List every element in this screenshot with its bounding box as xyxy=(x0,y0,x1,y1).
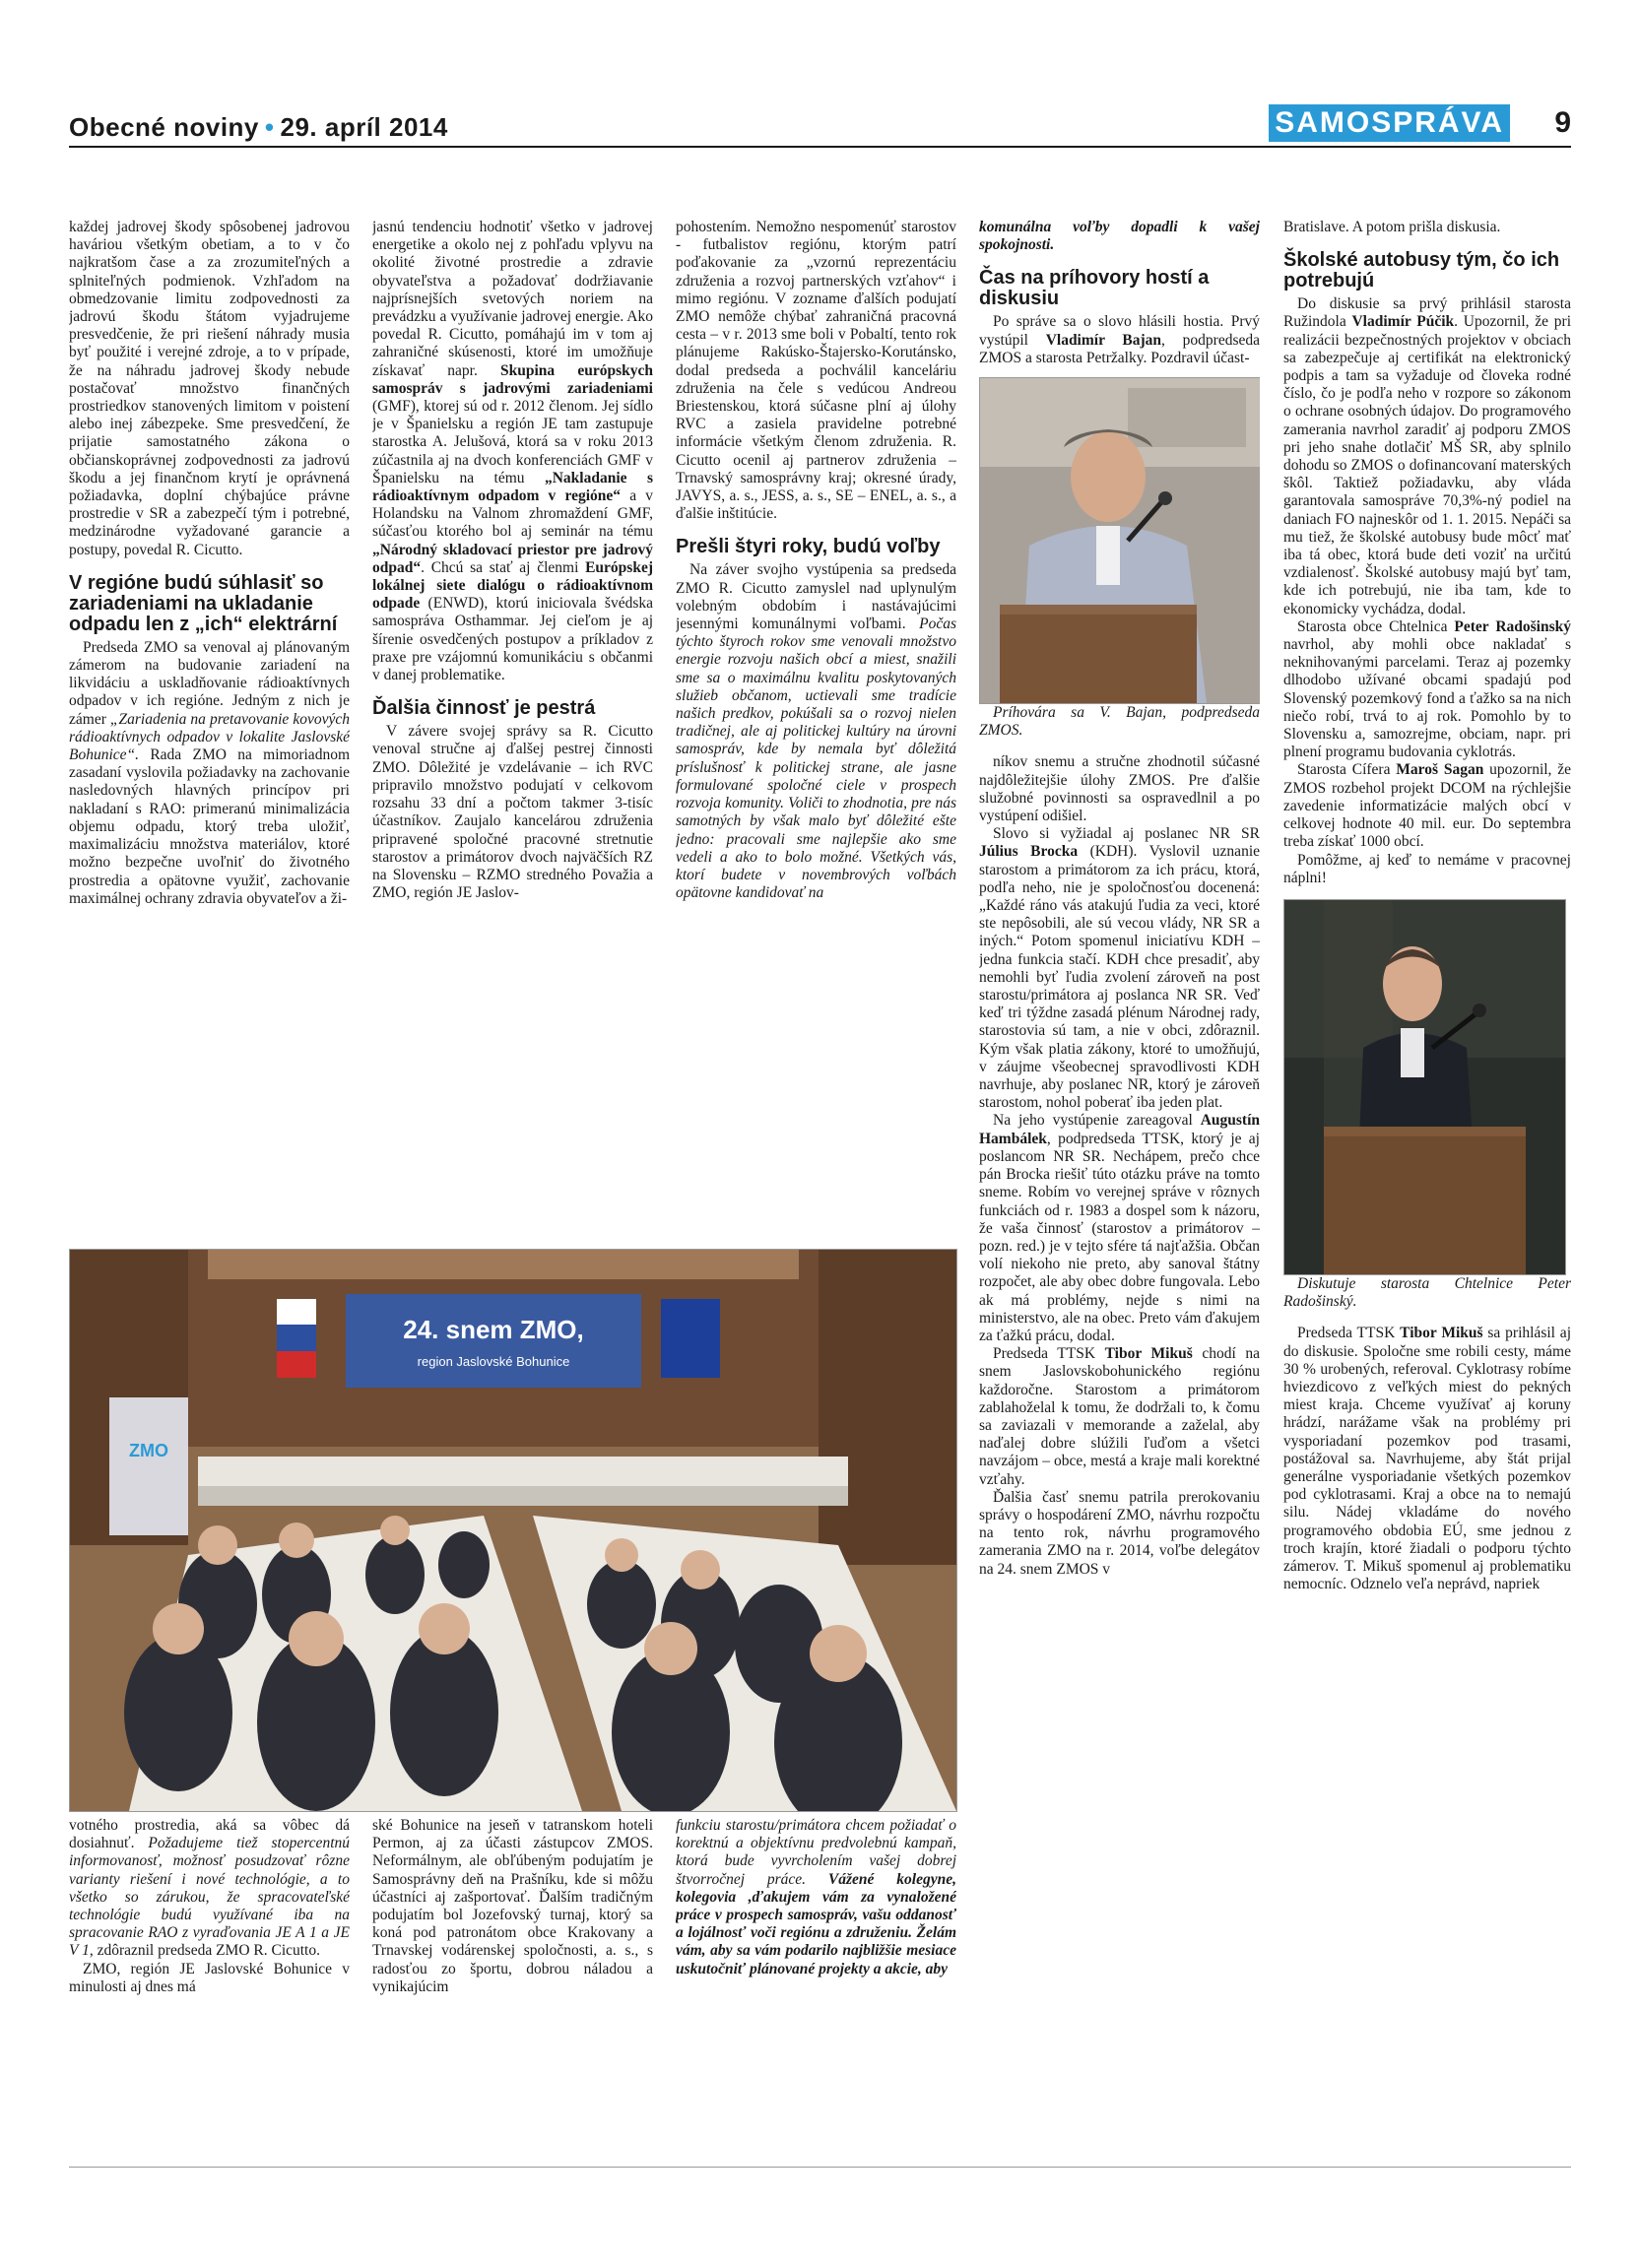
paragraph: Na jeho vystúpenie zareagoval Augustín Hambálek, podpredseda TTSK, ktorý je aj poslancom NR SR. Nechápem, prečo chce pán Brocka riešiť túto otázku práve na tomto sneme. Robím vo verejnej správe v rôznych funkciách od r. 1983 a dospel som k názoru, že vaša činnosť (starostov a primátorov – pozn. red.) je v tejto sfére tá najťažšia. Občan volí niekoho nie preto, aby sanoval štátny rozpočet, ale aby obec dobre fungovala. Lebo ak má problémy, nejde s nimi na ministerstvo, ale na obec. Preto vám ďakujem za ťažkú prácu, dodal. xyxy=(979,1112,1260,1344)
paragraph: níkov snemu a stručne zhodnotil súčasné najdôležitejšie úlohy ZMOS. Pre ďalšie služobné povinnosti sa ospravedlnil a po vystúpení odišiel. xyxy=(979,753,1260,825)
column-4 xyxy=(979,219,1260,2154)
photo-caption: Príhovára sa V. Bajan, podpredseda ZMOS. xyxy=(979,704,1260,740)
publication-name: Obecné noviny xyxy=(69,112,259,142)
banner-title: 24. snem ZMO, xyxy=(403,1315,584,1344)
separator: • xyxy=(264,112,275,142)
photo-radosinsky xyxy=(1283,899,1566,1275)
paragraph: pohostením. Nemožno nespomenúť starostov - futbalistov regiónu, ktorým patrí poďakovanie za „vzornú reprezentáciu združenia a rozvoj partnerských vzťahov“ i mimo regiónu. V zozname ďalších podujatí ZMO nemôže chýbať zahraničná pracovná cesta – v r. 2013 sme boli v Pobaltí, tento rok plánujeme Rakúsko-Štajersko-Korutánsko, dodal predseda a pochválil kanceláriu združenia na čele s vedúcou Andreou Briestenskou, ktorá súčasne plní aj úlohy RVC a zasiela pravidelne potrebné informácie všetkým členom združenia. R. Cicutto ocenil aj partnerov združenia – Trnavský samosprávny kraj; okresné úrady, JAVYS, a. s., JESS, a. s., SE – ENEL, a. s., a ďalšie inštitúcie. xyxy=(676,219,956,523)
paragraph: Predseda TTSK Tibor Mikuš chodí na snem Jaslovskobohunického regiónu každoročne. Starostom a primátorom zablahoželal k tomu, že dodržali to, k čomu sa zaviazali v memorande a zaželal, aby naďalej dobre slúžili ľuďom a všetci navzájom – obce, mestá a kraje mali korektné vzťahy. xyxy=(979,1345,1260,1488)
section-label: SAMOSPRÁVA xyxy=(1269,104,1510,142)
photo-bajan xyxy=(979,377,1260,704)
page-number: 9 xyxy=(1554,106,1571,139)
column-1 xyxy=(69,219,350,1243)
publication-line xyxy=(69,112,448,143)
paragraph: Starosta Cífera Maroš Sagan upozornil, že ZMOS rozbehol projekt DCOM na rýchlejšie zavedenie informatizácie malých obcí v celkovej hodnote 40 mil. eur. Do septembra treba získať 1000 obcí. xyxy=(1283,761,1571,851)
paragraph: Do diskusie sa prvý prihlásil starosta Ružindola Vladimír Púčik. Upozornil, že pri realizácii bezpečnostných projektov v obciach sa zabezpečuje aj certifikát na elektronický podpis a tam sa vyžaduje od človeka rodné číslo, čo je podľa neho v rozpore so zákonom o ochrane osobných údajov. Do programového zamerania navrhol zaradiť aj podporu ZMOS pri jeho snahe dotlačiť MŠ SR, aby splnilo dohodu so ZMOS o dofinancovaní materských škôl. Taktiež požiadavku, aby vláda garantovala samospráve 70,3%-ný podiel na daniach FO najneskôr od 1. 1. 2015. Nepáči sa mu tiež, že školské autobusy bude môcť mať iba tá obec, ktorá bude deti voziť na určitú vzdialenosť. Školské autobusy majú byť tam, kde ich potrebujú, nie iba tam, kde to ekonomicky vychádza, dodal. xyxy=(1283,295,1571,617)
paragraph: Bratislave. A potom prišla diskusia. xyxy=(1283,219,1501,235)
paragraph: Po správe sa o slovo hlásili hostia. Prvý vystúpil Vladimír Bajan, podpredseda ZMOS a starosta Petržalky. Pozdravil účast- xyxy=(979,313,1260,366)
subheading: Prešli štyri roky, budú voľby xyxy=(676,536,941,558)
main-photo-image xyxy=(70,1250,956,1811)
paragraph: Starosta obce Chtelnica Peter Radošinský navrhol, aby mohli obce nakladať s neknihovanými parcelami. Teraz aj pozemky dlhodobo užívané obcami spadajú pod Slovenský pozemkový fond a ťažko sa na nich niečo robí, trvá to aj rok. Pomohlo by to Slovensku a, samozrejme, obciam, napr. pri plnení programu budovania cyklotrás. xyxy=(1283,617,1571,761)
paragraph: Predseda TTSK Tibor Mikuš sa prihlásil aj do diskusie. Spoločne sme robili cesty, máme 30 % urobených, referoval. Cyklotrasy robíme hviezdicovo z veľkých miest do pekných miest kraja. Chceme využívať aj koruny hrádzí, narážame však na problémy pri vysporiadaní pozemkov pod trasami, postážoval sa. Navrhujeme, aby štát prijal generálne vysporiadanie všetkých pozemkov pod cyklotrasami. Kraj a obce na to nemajú silu. Nádej vkladáme do nového programového obdobia EÚ, sme jednou z troch krajín, ktoré žiadali o podporu týchto zámerov. T. Mikuš spomenul aj problematiku nemocníc. Odznelo veľa neprávd, napriek xyxy=(1283,1325,1571,1593)
paragraph: komunálna voľby dopadli k vašej spokojnosti. xyxy=(979,219,1260,254)
bottom-column-3 xyxy=(676,1817,956,2157)
paragraph: votného prostredia, aká sa vôbec dá dosiahnuť. Požadujeme tiež stopercentnú informovanosť, možnosť posudzovať rôzne varianty riešení i nové technológie, a to všetko so zárukou, že spracovateľské technológie budú využívané iba na spracovanie RAO z vyraďovania JE A 1 a JE V 1, zdôraznil predseda ZMO R. Cicutto. xyxy=(69,1817,350,1960)
paragraph: Pomôžme, aj keď to nemáme v pracovnej náplni! xyxy=(1283,851,1571,886)
paragraph: Na záver svojho vystúpenia sa predseda ZMO R. Cicutto zamyslel nad uplynulým volebným obdobím i nastávajúcimi jesennými komunálnymi voľbami. Počas týchto štyroch rokov sme venovali množstvo energie rozvoju našich obcí a miest, snažili sme sa o maximálnu kvalitu poskytovaných služieb občanom, uctievali sme tradície našich predkov, pokúšali sa o rozvoj nielen tradičnej, ale aj politickej kultúry na úrovni samospráv, kde by nemala byť dôležitá príslušnosť k politickej strane, ale jasne formulované spoločné ciele v prospech rozvoja komunity. Voliči to zhodnotia, pre nás samotných by však malo byť dôležité ešte jedno: pracovali sme najlepšie ako sme vedeli a ako to bolo možné. Všetkých vás, ktorí budete v novembrových voľbách opätovne kandidovať na xyxy=(676,561,956,902)
paragraph: každej jadrovej škody spôsobenej jadrovou haváriou všetkým obetiam, a to v čo najkratšom čase a za zrozumiteľných a splniteľných podmienok. Vzhľadom na obmedzovanie limitu zodpovednosti za jadrovú škodu štátom vyjadrujeme presvedčenie, že pri riešení náhrady musia byť použité i verejné zdroje, a to v prípade, že na náhradu jadrovej škody nebude postačovať množstvo finančných prostriedkov stanovených limitom v poistení alebo inej zábezpeke. Sme presvedčení, že prijatie samostatného zákona o občianskoprávnej zodpovednosti za jadrovú škodu a jej finančnom krytí je oprávnená požiadavka, doplní chýbajúce právne prostredie v SR a zabezpečí tým i potrebné, medzinárodne vyžadované garancie a postupy, povedal R. Cicutto. xyxy=(69,219,350,558)
column-5 xyxy=(1283,219,1571,2154)
subheading: Čas na príhovory hostí a diskusiu xyxy=(979,267,1210,310)
zmo-logo: ZMO xyxy=(129,1441,168,1460)
photo-bajan-image xyxy=(980,378,1260,703)
subheading: Ďalšia činnosť je pestrá xyxy=(372,697,596,720)
column-3 xyxy=(676,219,956,1243)
subheading: Školské autobusy tým, čo ich potrebujú xyxy=(1283,249,1560,292)
bottom-column-1 xyxy=(69,1817,350,2157)
photo-radosinsky-image xyxy=(1284,900,1565,1274)
footer-rule xyxy=(69,2167,1571,2168)
column-2 xyxy=(372,219,653,1243)
main-photo xyxy=(69,1249,957,1812)
banner-subtitle: region Jaslovské Bohunice xyxy=(417,1354,570,1369)
subheading: V regióne budú súhlasiť so zariadeniami na ukladanie odpadu len z „ich“ elektrární xyxy=(69,571,338,635)
bottom-column-2 xyxy=(372,1817,653,2157)
paragraph: jasnú tendenciu hodnotiť všetko v jadrovej energetike a okolo nej z pohľadu vplyvu na okolité životné prostredie a zdravie obyvateľstva a požadovať dodržiavanie najprísnejších svetových noriem na prevádzku a využívanie jadrovej energie. Ako povedal R. Cicutto, pomáhajú im v tom aj zahraničné skúsenosti, ktoré im umožňuje získavať napr. Skupina európskych samospráv s jadrovými zariadeniami (GMF), ktorej sú od r. 2012 členom. Jej sídlo je v Španielsku a región JE tam zastupuje starostka A. Jelušová, ktorá sa v roku 2013 zúčastnila aj na dvoch konferenciách GMF v Španielsku na tému „Nakladanie s rádioaktívnym odpadom v regióne“ a v Holandsku na Valnom zhromaždení GMF, súčasťou ktorého bol aj seminár na tému „Národný skladovací priestor pre jadrový odpad“. Chcú sa stať aj členmi Európskej lokálnej siete dialógu o rádioaktívnom odpade (ENWD), ktorú iniciovala švédska samospráva Osthammar. Jej cieľom je aj šírenie osvedčených postupov a príkladov z praxe pre vzájomnú komunikáciu s občanmi v danej problematike. xyxy=(372,219,653,684)
paragraph: funkciu starostu/primátora chcem požiadať o korektnú a objektívnu predvolebnú kampaň, ktorá bude vyvrcholením vašej dobrej štvorročnej práce. Vážené kolegyne, kolegovia ,ďakujem vám za vynaložené práce v prospech samospráv, vašu oddanosť a lojálnosť voči regiónu a združeniu. Želám vám, aby sa vám podarilo najbližšie mesiace uskutočniť plánované projekty a akcie, aby xyxy=(676,1817,956,1977)
paragraph: Predseda ZMO sa venoval aj plánovaným zámerom na budovanie zariadení na likvidáciu a uskladňovanie rádioaktívnych odpadov v ich regióne. Jedným z nich je zámer „Zariadenia na pretavovanie kovových rádioaktívnych odpadov v lokalite Jaslovské Bohunice“. Rada ZMO na mimoriadnom zasadaní vyslovila požiadavky na zachovanie nasledovných hlavných princípov pri nakladaní s RAO: primeranú minimalizácia objemu odpadu, ktorý treba uložiť, maximalizáciu množstva materiálov, ktoré možno bezpečne uvoľniť do životného prostredia a opätovne využiť, zachovanie maximálnej ochrany zdravia obyvateľov a ži- xyxy=(69,638,350,907)
issue-date: 29. apríl 2014 xyxy=(280,112,448,142)
paragraph: V závere svojej správy sa R. Cicutto venoval stručne aj ďalšej pestrej činnosti ZMO. Dôležité je vzdelávanie – ich RVC pripravilo množstvo podujatí v celkovom rozsahu 33 dní a počtom takmer 3-tisíc účastníkov. Zaujalo kancelárou združenia pripravené spoločné pracovné stretnutie starostov a primátorov dvoch najväčších RZ na Slovensku – RZMO stredného Považia a ZMO, región JE Jaslov- xyxy=(372,723,653,902)
paragraph: Slovo si vyžiadal aj poslanec NR SR Július Brocka (KDH). Vyslovil uznanie starostom a primátorom za ich prácu, ktorá, podľa neho, nie je spoločnosťou docenená: „Každé ráno vás atakujú ľudia za veci, ktoré ste nepôsobili, ale sú vecou vlády, NR SR a iných.“ Potom spomenul iniciatívu KDH – jedna funkcia stačí. KDH chce presadiť, aby nemohli byť ľudia zvolení zároveň na post starostu/primátora aj poslanca NR SR. Veď keď tri týždne zasadá plénum Národnej rady, starostovia sú tam, a nie v obci, zdôraznil. Kým však platia zákony, ktoré to umožňujú, v záujme všeobecnej spravodlivosti KDH navrhuje, aby poslanec NR, ktorý je zároveň starostom, nohol poberať iba jeden plat. xyxy=(979,825,1260,1112)
photo-caption: Diskutuje starosta Chtelnice Peter Radošinský. xyxy=(1283,1274,1571,1311)
masthead xyxy=(69,104,1571,148)
paragraph: ské Bohunice na jeseň v tatranskom hoteli Permon, aj za účasti zástupcov ZMOS. Neformálnym, ale obľúbeným podujatím je Samosprávny deň na Prašníku, kde si môžu účastníci aj zašportovať. Ďalším tradičným podujatím bol Jozefovský turnaj, ktorý sa koná pod patronátom obce Krakovany a Trnavskej vodárenskej spoločnosti, a. s., s radosťou zo športu, dobrou náladou a vynikajúcim xyxy=(372,1817,653,1995)
paragraph: Ďalšia časť snemu patrila prerokovaniu správy o hospodárení ZMO, návrhu rozpočtu na tento rok, návrhu programového zamerania ZMO na r. 2014, voľbe delegátov na 24. snem ZMOS v xyxy=(979,1488,1260,1578)
paragraph: ZMO, región JE Jaslovské Bohunice v minulosti aj dnes má xyxy=(69,1960,350,1995)
